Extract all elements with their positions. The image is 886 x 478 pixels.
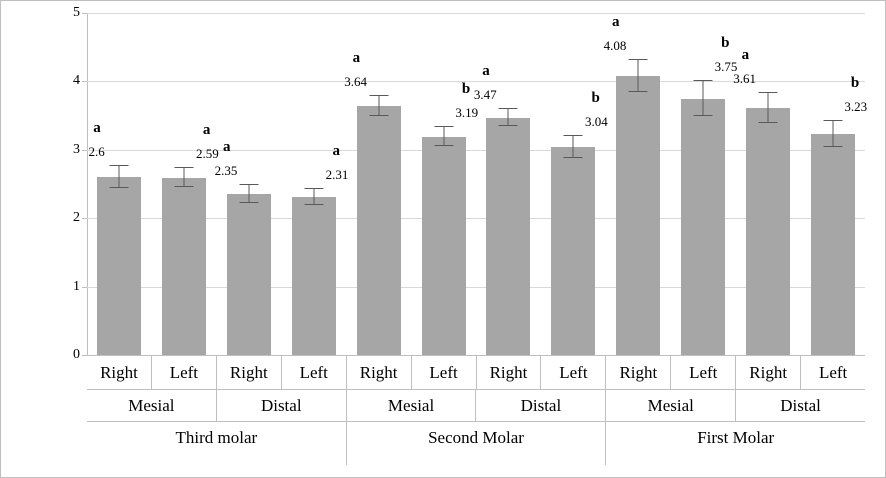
bar-value-label: 2.6 [88,144,105,160]
significance-letter: a [202,122,211,139]
error-bar-cap-top [240,184,259,185]
bar [227,194,271,355]
error-bar-cap-top [629,59,648,60]
axis-label-tooth: First Molar [606,421,865,465]
error-bar [702,81,703,117]
error-bar-cap-top [434,126,453,127]
axis-label-surface: Distal [476,389,606,421]
axis-label-side: Right [87,355,152,389]
error-bar-cap-top [304,188,323,189]
error-bar-cap-bottom [693,115,712,116]
bar-value-label: 3.19 [455,105,479,121]
error-bar [832,121,833,147]
axis-label-surface: Mesial [87,389,217,421]
y-axis-tick-label: 2 [73,210,80,226]
y-axis-tick-label: 5 [73,5,80,20]
error-bar [313,189,314,205]
error-bar-cap-bottom [304,204,323,205]
bar-value-label: 3.64 [344,73,367,89]
error-bar-cap-top [369,95,388,96]
axis-label-side: Left [412,355,477,389]
error-bar [119,166,120,188]
axis-label-surface: Mesial [606,389,736,421]
error-bar [184,168,185,187]
axis-row-tooth [87,421,865,465]
plot-area [73,5,868,362]
y-axis-tick-label: 4 [73,73,80,89]
axis-label-side: Right [606,355,671,389]
axis-label-side: Right [217,355,282,389]
significance-letter: a [611,13,620,30]
axis-label-side: Right [347,355,412,389]
bar-value-label: 2.31 [325,166,349,182]
bar-value-label: 3.47 [473,87,497,103]
error-bar-cap-bottom [369,115,388,116]
error-bar-cap-top [175,167,194,168]
bar-value-label: 3.75 [714,58,738,74]
axis-label-surface: Mesial [347,389,477,421]
y-axis-tick-label: 0 [73,347,80,362]
bar [746,108,790,355]
bar [357,106,401,355]
error-bar [378,96,379,117]
bar-value-label: 3.23 [844,99,868,115]
significance-letter: b [461,81,471,98]
axis-label-side: Right [736,355,801,389]
bar [681,99,725,356]
error-bar-cap-top [758,92,777,93]
axis-label-side: Left [282,355,347,389]
error-bar-cap-bottom [175,186,194,187]
error-bar-cap-top [693,80,712,81]
significance-letter: b [850,75,860,92]
error-bar [249,185,250,203]
bar [616,76,660,355]
bar [551,147,595,355]
bar [811,134,855,355]
error-bar-cap-top [564,135,583,136]
axis-label-tooth: Third molar [87,421,347,465]
error-bar-cap-bottom [240,202,259,203]
bar [162,178,206,355]
y-axis-tick-label: 3 [73,141,80,157]
error-bar-cap-top [110,165,129,166]
error-bar-cap-bottom [823,146,842,147]
axis-label-tooth: Second Molar [347,421,607,465]
bar-value-label: 2.59 [196,146,219,162]
axis-row-surface [87,389,865,421]
error-bar-cap-top [823,120,842,121]
bar-value-label: 4.08 [603,37,627,53]
axis-label-side: Left [541,355,606,389]
error-bar-cap-bottom [110,187,129,188]
error-bar-cap-bottom [564,157,583,158]
significance-letter: a [482,63,490,80]
bar-value-label: 3.61 [733,71,756,87]
bar [97,177,141,355]
significance-letter: a [741,47,750,64]
bar-series [87,13,868,355]
error-bar-cap-bottom [629,91,648,92]
axis-label-surface: Distal [736,389,865,421]
error-bar [767,93,768,123]
axis-label-side: Right [477,355,542,389]
significance-letter: a [222,139,231,156]
error-bar-cap-top [499,108,518,109]
error-bar-cap-bottom [499,125,518,126]
error-bar [638,60,639,93]
significance-letter: a [93,120,101,137]
significance-letter: b [591,90,600,107]
error-bar [508,109,509,125]
bar [292,197,336,355]
significance-letter: a [332,142,341,159]
bar [422,137,466,355]
axis-label-side: Left [152,355,217,389]
error-bar [573,136,574,158]
y-axis-tick-label: 1 [73,278,80,294]
category-axis [87,355,865,465]
bar [486,118,530,355]
bar-value-label: 2.35 [214,163,238,179]
error-bar [443,127,444,146]
significance-letter: b [721,34,730,51]
significance-letter: a [352,49,361,66]
axis-row-side [87,355,865,389]
axis-label-side: Left [801,355,865,389]
axis-label-side: Left [671,355,736,389]
axis-label-surface: Distal [217,389,347,421]
error-bar-cap-bottom [758,122,777,123]
error-bar-cap-bottom [434,145,453,146]
bar-value-label: 3.04 [585,114,608,130]
